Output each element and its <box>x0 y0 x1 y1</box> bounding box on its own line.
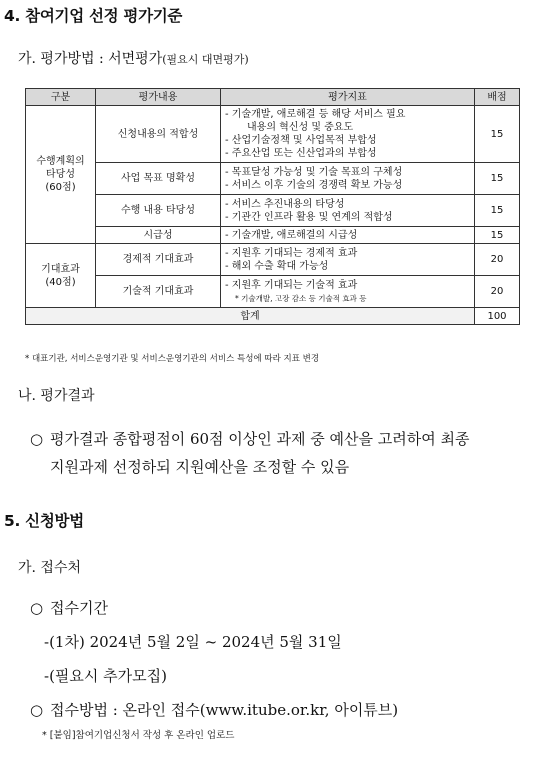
header-category: 구분 <box>26 89 96 106</box>
score-cell: 20 <box>475 276 520 308</box>
period-heading <box>30 597 108 618</box>
indicator-line: - 기술개발, 애로해결 등 해당 서비스 필요 <box>225 109 406 120</box>
total-score: 100 <box>475 308 520 325</box>
indicator-line: - 기술개발, 애로해결의 시급성 <box>225 229 358 241</box>
evaluation-method-note: (필요시 대면평가) <box>162 53 249 66</box>
section-4-title: 4. 참여기업 선정 평가기준 <box>4 7 183 25</box>
score-cell: 15 <box>475 106 520 163</box>
header-content: 평가내용 <box>96 89 221 106</box>
table-footnote: * 대표기관, 서비스운영기관 및 서비스운영기관의 서비스 특성에 따라 지표 변경 <box>25 354 320 364</box>
group-label-line: 기대효과 <box>41 263 80 275</box>
header-score: 배점 <box>475 89 520 106</box>
indicator-line: 내용의 혁신성 및 중요도 <box>247 122 354 133</box>
period-label: 접수기간 <box>50 599 108 617</box>
result-text-1: 평가결과 종합평점이 60점 이상인 과제 중 예산을 고려하여 최종 <box>50 430 470 448</box>
indicator-line: - 서비스 이후 기술의 경쟁력 확보 가능성 <box>225 179 403 191</box>
table-row <box>26 276 520 308</box>
evaluation-method <box>18 48 249 68</box>
indicator-cell <box>221 163 475 195</box>
table-row <box>26 195 520 227</box>
table-row <box>26 106 520 163</box>
indicator-cell <box>221 276 475 308</box>
method-heading <box>30 699 398 720</box>
indicator-cell <box>221 195 475 227</box>
indicator-line: - 기관간 인프라 활용 및 연계의 적합성 <box>225 211 393 223</box>
score-cell: 15 <box>475 195 520 227</box>
section-5-title: 5. 신청방법 <box>4 512 84 530</box>
evaluation-method-label: 가. 평가방법 : 서면평가 <box>18 51 163 67</box>
content-cell: 신청내용의 적합성 <box>96 106 221 163</box>
group-label-plan <box>26 106 96 244</box>
result-line-2: 지원과제 선정하되 지원예산을 조정할 수 있음 <box>50 458 350 476</box>
indicator-line: - 목표달성 가능성 및 기술 목표의 구체성 <box>225 166 403 178</box>
bullet-circle-icon: ○ <box>30 599 44 617</box>
indicator-line: - 지원후 기대되는 기술적 효과 <box>225 279 358 291</box>
header-indicator: 평가지표 <box>221 89 475 106</box>
period-first: -(1차) 2024년 5월 2일 ~ 2024년 5월 31일 <box>44 633 342 651</box>
bullet-circle-icon: ○ <box>30 430 44 448</box>
score-cell: 15 <box>475 227 520 244</box>
table-total-row <box>26 308 520 325</box>
score-cell: 20 <box>475 244 520 276</box>
indicator-line: - 산업기술정책 및 사업목적 부합성 <box>225 135 377 146</box>
content-cell: 기술적 기대효과 <box>96 276 221 308</box>
indicator-note: * 기술개발, 고장 감소 등 기술적 효과 등 <box>235 293 367 303</box>
result-title: 나. 평가결과 <box>18 388 95 404</box>
group-label-line: (60점) <box>45 182 76 193</box>
period-additional: -(필요시 추가모집) <box>44 667 167 685</box>
content-cell: 수행 내용 타당성 <box>96 195 221 227</box>
table-row <box>26 163 520 195</box>
content-cell: 사업 목표 명확성 <box>96 163 221 195</box>
indicator-cell <box>221 106 475 163</box>
reception-title: 가. 접수처 <box>18 560 81 576</box>
indicator-line: - 해외 수출 확대 가능성 <box>225 260 329 272</box>
group-label-effect <box>26 244 96 308</box>
score-cell: 15 <box>475 163 520 195</box>
result-line-1 <box>30 428 469 449</box>
method-label: 접수방법 : 온라인 접수(www.itube.or.kr, 아이튜브) <box>50 701 399 719</box>
method-note: * [붙임]참여기업신청서 작성 후 온라인 업로드 <box>42 730 235 741</box>
table-row <box>26 244 520 276</box>
content-cell: 경제적 기대효과 <box>96 244 221 276</box>
table-row <box>26 227 520 244</box>
group-label-line: 수행계획의 <box>36 156 85 167</box>
indicator-cell <box>221 244 475 276</box>
indicator-line: - 지원후 기대되는 경제적 효과 <box>225 247 358 259</box>
group-label-line: 타당성 <box>46 169 75 180</box>
bullet-circle-icon: ○ <box>30 701 44 719</box>
evaluation-criteria-table <box>25 88 520 325</box>
group-label-line: (40점) <box>45 276 76 288</box>
table-header-row <box>26 89 520 106</box>
indicator-cell <box>221 227 475 244</box>
indicator-line: - 주요산업 또는 신산업과의 부합성 <box>225 148 377 159</box>
total-label: 합계 <box>26 308 475 325</box>
indicator-line: - 서비스 추진내용의 타당성 <box>225 198 345 210</box>
content-cell: 시급성 <box>96 227 221 244</box>
